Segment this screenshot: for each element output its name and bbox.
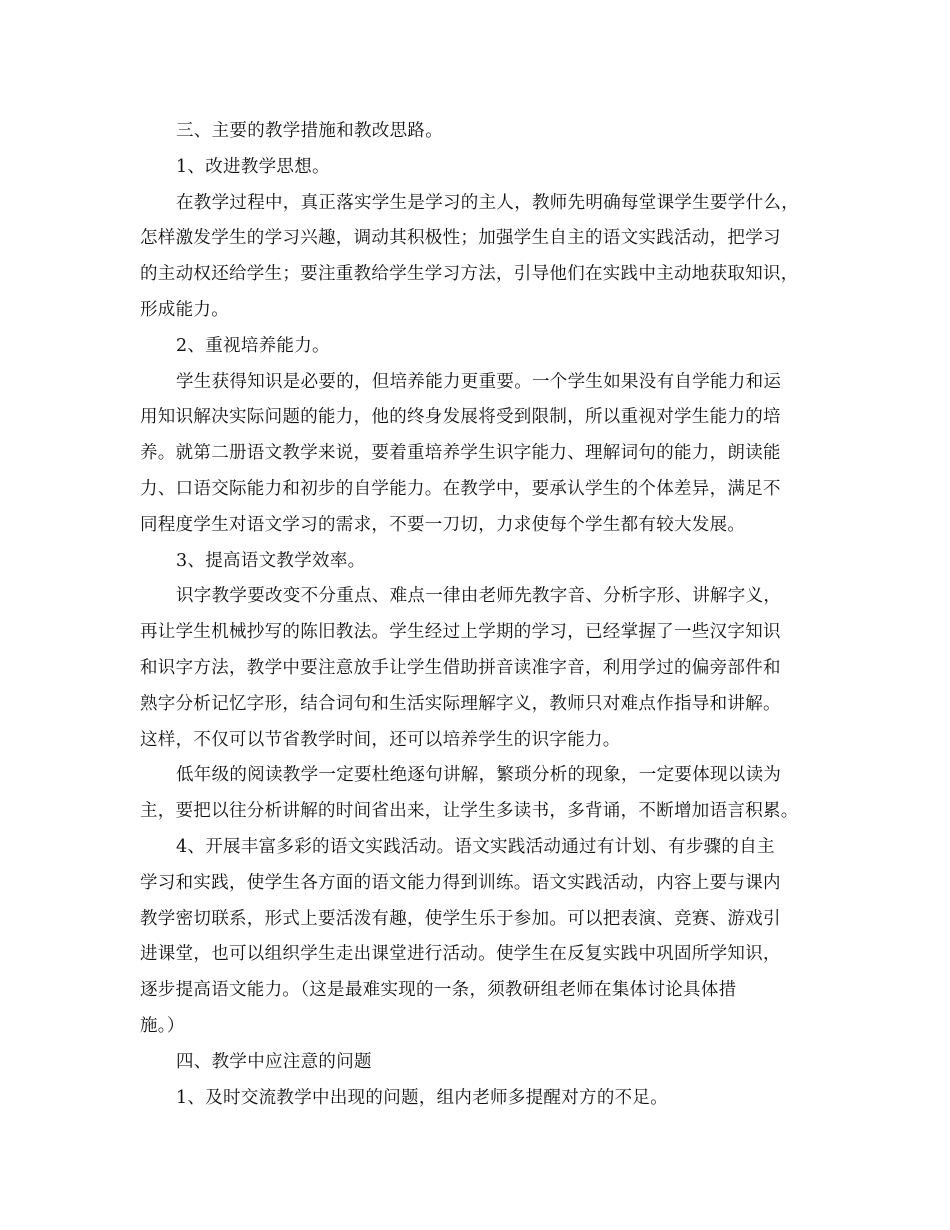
paragraph-line: 力、口语交际能力和初步的自学能力。在教学中，要承认学生的个体差异，满足不 <box>140 478 781 499</box>
paragraph-line: 这样，不仅可以节省教学时间，还可以培养学生的识字能力。 <box>140 729 621 750</box>
paragraph-line: 逐步提高语文能力。（这是最难实现的一条，须教研组老师在集体讨论具体措 <box>140 980 737 1001</box>
paragraph-line: 学生获得知识是必要的，但培养能力更重要。一个学生如果没有自学能力和运 <box>176 371 782 392</box>
paragraph-line: 养。就第二册语文教学来说，要着重培养学生识字能力、理解词句的能力，朗读能 <box>140 443 781 464</box>
paragraph-line: 怎样激发学生的学习兴趣，调动其积极性；加强学生自主的语文实践活动，把学习 <box>140 228 781 249</box>
paragraph-line: 在教学过程中，真正落实学生是学习的主人，教师先明确每堂课学生要学什么， <box>176 192 799 213</box>
section-heading-four: 四、教学中应注意的问题 <box>176 1051 372 1072</box>
subheading-1: 1、改进教学思想。 <box>176 156 330 177</box>
paragraph-line: 施。） <box>140 1015 185 1036</box>
paragraph-line: 同程度学生对语文学习的需求，不要一刀切，力求使每个学生都有较大发展。 <box>140 514 746 535</box>
document-body <box>140 114 820 1116</box>
paragraph-line: 主，要把以往分析讲解的时间省出来，让学生多读书，多背诵，不断增加语言积累。 <box>140 801 799 822</box>
paragraph-line: 用知识解决实际问题的能力，他的终身发展将受到限制，所以重视对学生能力的培 <box>140 407 781 428</box>
paragraph-line: 学习和实践，使学生各方面的语文能力得到训练。语文实践活动，内容上要与课内 <box>140 872 781 893</box>
subheading-3: 3、提高语文教学效率。 <box>176 550 366 571</box>
subheading-1: 1、及时交流教学中出现的问题，组内老师多提醒对方的不足。 <box>176 1087 669 1108</box>
paragraph-line: 再让学生机械抄写的陈旧教法。学生经过上学期的学习，已经掌握了一些汉字知识 <box>140 622 781 643</box>
paragraph-line: 低年级的阅读教学一定要杜绝逐句讲解，繁琐分析的现象，一定要体现以读为 <box>176 765 782 786</box>
paragraph-line: 进课堂，也可以组织学生走出课堂进行活动。使学生在反复实践中巩固所学知识， <box>140 944 781 965</box>
paragraph-line: 形成能力。 <box>140 299 229 320</box>
paragraph-line: 识字教学要改变不分重点、难点一律由老师先教字音、分析字形、讲解字义， <box>176 586 782 607</box>
paragraph-line: 和识字方法，教学中要注意放手让学生借助拼音读准字音，利用学过的偏旁部件和 <box>140 657 781 678</box>
paragraph-line: 的主动权还给学生；要注重教给学生学习方法，引导他们在实践中主动地获取知识， <box>140 264 799 285</box>
paragraph-line: 教学密切联系，形式上要活泼有趣，使学生乐于参加。可以把表演、竞赛、游戏引 <box>140 908 781 929</box>
paragraph-line: 熟字分析记忆字形，结合词句和生活实际理解字义，教师只对难点作指导和讲解。 <box>140 693 781 714</box>
subheading-2: 2、重视培养能力。 <box>176 335 330 356</box>
subheading-4: 4、开展丰富多彩的语文实践活动。语文实践活动通过有计划、有步骤的自主 <box>176 836 775 857</box>
section-heading-three: 三、主要的教学措施和教改思路。 <box>176 121 443 141</box>
